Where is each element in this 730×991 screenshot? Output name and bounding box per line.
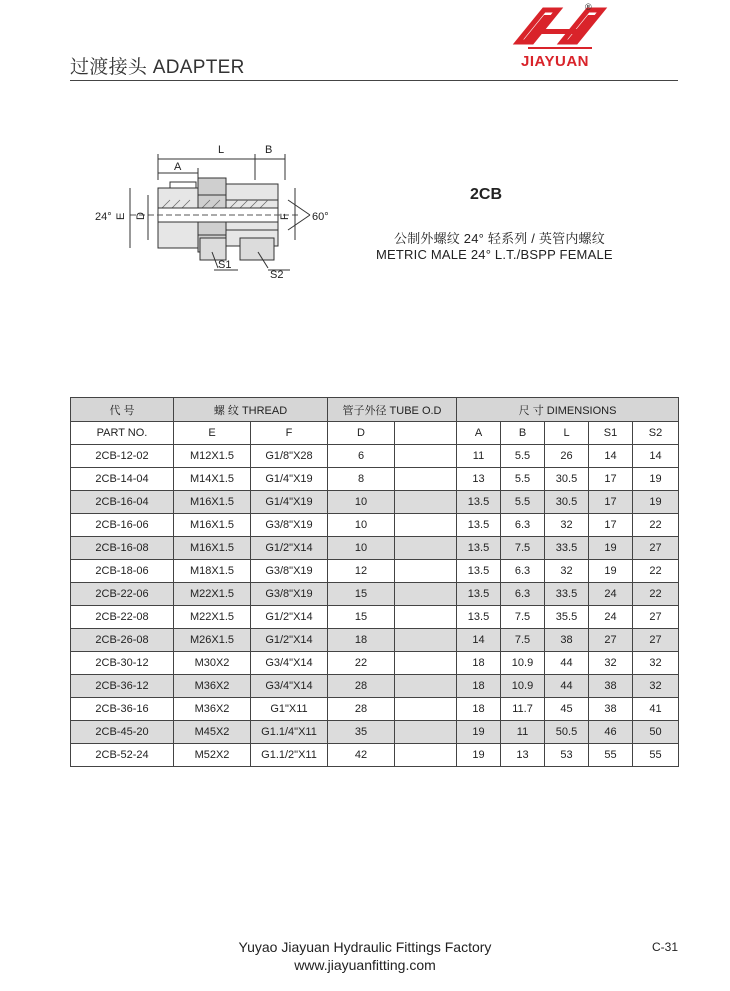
table-cell bbox=[395, 537, 457, 560]
table-cell bbox=[395, 652, 457, 675]
table-cell: 33.5 bbox=[545, 537, 589, 560]
table-cell: 38 bbox=[589, 698, 633, 721]
col-b: B bbox=[501, 422, 545, 445]
table-row bbox=[71, 468, 679, 491]
table-cell: 27 bbox=[633, 606, 679, 629]
table-row bbox=[71, 445, 679, 468]
table-cell: 11 bbox=[457, 445, 501, 468]
col-e: E bbox=[174, 422, 251, 445]
table-cell: 2CB-22-06 bbox=[71, 583, 174, 606]
table-cell: G1/2"X14 bbox=[251, 537, 328, 560]
table-cell: 18 bbox=[457, 675, 501, 698]
table-cell: M36X2 bbox=[174, 698, 251, 721]
table-cell: 2CB-14-04 bbox=[71, 468, 174, 491]
table-cell: 13.5 bbox=[457, 514, 501, 537]
table-cell: 11 bbox=[501, 721, 545, 744]
table-cell: 27 bbox=[633, 537, 679, 560]
dim-label-a: A bbox=[174, 161, 182, 173]
table-cell: 6 bbox=[328, 445, 395, 468]
table-cell: 44 bbox=[545, 675, 589, 698]
table-cell: 50.5 bbox=[545, 721, 589, 744]
dim-label-d: D bbox=[135, 212, 147, 220]
dim-label-f: F bbox=[279, 213, 291, 220]
table-cell: 18 bbox=[328, 629, 395, 652]
dim-label-b: B bbox=[265, 144, 273, 156]
table-cell: 8 bbox=[328, 468, 395, 491]
table-cell: M26X1.5 bbox=[174, 629, 251, 652]
table-cell: 10.9 bbox=[501, 652, 545, 675]
table-cell: 13.5 bbox=[457, 606, 501, 629]
table-cell bbox=[395, 560, 457, 583]
table-cell: 10.9 bbox=[501, 675, 545, 698]
table-cell: 32 bbox=[589, 652, 633, 675]
table-cell: 24 bbox=[589, 583, 633, 606]
table-cell: 27 bbox=[633, 629, 679, 652]
table-cell: 46 bbox=[589, 721, 633, 744]
product-description-cn: 公制外螺纹 24° 轻系列 / 英管内螺纹 bbox=[394, 231, 605, 246]
table-cell bbox=[395, 583, 457, 606]
table-cell: 6.3 bbox=[501, 514, 545, 537]
page-header-title: 过渡接头 ADAPTER bbox=[70, 57, 245, 78]
col-d: D bbox=[328, 422, 395, 445]
table-row bbox=[71, 629, 679, 652]
angle-label-right: 60° bbox=[312, 211, 329, 223]
table-cell: M16X1.5 bbox=[174, 491, 251, 514]
table-row bbox=[71, 560, 679, 583]
table-cell: 33.5 bbox=[545, 583, 589, 606]
table-cell: G1/2"X14 bbox=[251, 629, 328, 652]
table-cell: 10 bbox=[328, 537, 395, 560]
table-cell: M12X1.5 bbox=[174, 445, 251, 468]
group-tube: 管子外径 TUBE O.D bbox=[328, 398, 457, 422]
dim-label-s2: S2 bbox=[270, 269, 284, 280]
table-cell bbox=[395, 468, 457, 491]
footer-company: Yuyao Jiayuan Hydraulic Fittings Factory bbox=[238, 939, 492, 955]
table-cell: 19 bbox=[633, 491, 679, 514]
table-cell: M16X1.5 bbox=[174, 514, 251, 537]
table-cell: G3/8"X19 bbox=[251, 560, 328, 583]
table-cell: G1/4"X19 bbox=[251, 468, 328, 491]
table-cell: 50 bbox=[633, 721, 679, 744]
dim-label-l: L bbox=[218, 144, 225, 156]
col-blank bbox=[395, 422, 457, 445]
table-cell: 12 bbox=[328, 560, 395, 583]
table-cell: 22 bbox=[633, 583, 679, 606]
product-description-en: METRIC MALE 24° L.T./BSPP FEMALE bbox=[376, 247, 613, 262]
table-cell: G3/4"X14 bbox=[251, 652, 328, 675]
table-cell: G1/2"X14 bbox=[251, 606, 328, 629]
table-cell: 19 bbox=[633, 468, 679, 491]
group-dimensions: 尺 寸 DIMENSIONS bbox=[457, 398, 679, 422]
table-cell: G1/4"X19 bbox=[251, 491, 328, 514]
table-cell: 17 bbox=[589, 514, 633, 537]
table-cell: G1"X11 bbox=[251, 698, 328, 721]
table-cell: 35.5 bbox=[545, 606, 589, 629]
table-cell bbox=[395, 606, 457, 629]
product-model: 2CB bbox=[470, 186, 503, 203]
table-cell: M45X2 bbox=[174, 721, 251, 744]
table-cell: 44 bbox=[545, 652, 589, 675]
table-cell: 13 bbox=[501, 744, 545, 767]
group-part-cn: 代 号 bbox=[71, 398, 174, 422]
table-row bbox=[71, 606, 679, 629]
table-cell: G3/4"X14 bbox=[251, 675, 328, 698]
table-cell: 14 bbox=[633, 445, 679, 468]
table-cell: 18 bbox=[457, 652, 501, 675]
table-cell: G1/8"X28 bbox=[251, 445, 328, 468]
table-cell: 7.5 bbox=[501, 537, 545, 560]
table-cell: 2CB-16-08 bbox=[71, 537, 174, 560]
table-cell: 2CB-26-08 bbox=[71, 629, 174, 652]
table-group-header bbox=[71, 398, 679, 422]
col-l: L bbox=[545, 422, 589, 445]
table-cell: 22 bbox=[633, 560, 679, 583]
table-cell: 55 bbox=[633, 744, 679, 767]
table-cell: 2CB-16-06 bbox=[71, 514, 174, 537]
registered-mark: ® bbox=[585, 2, 592, 12]
footer-website: www.jiayuanfitting.com bbox=[294, 957, 436, 973]
table-cell bbox=[395, 514, 457, 537]
table-cell: 2CB-45-20 bbox=[71, 721, 174, 744]
table-cell: 22 bbox=[328, 652, 395, 675]
table-cell: G1.1/4"X11 bbox=[251, 721, 328, 744]
table-cell: 15 bbox=[328, 583, 395, 606]
table-cell: 10 bbox=[328, 514, 395, 537]
table-cell: 13 bbox=[457, 468, 501, 491]
table-cell: 24 bbox=[589, 606, 633, 629]
table-cell: 5.5 bbox=[501, 445, 545, 468]
table-cell: 2CB-12-02 bbox=[71, 445, 174, 468]
header-rule bbox=[70, 80, 678, 81]
dim-label-e: E bbox=[115, 212, 127, 220]
table-cell: 32 bbox=[633, 675, 679, 698]
table-cell: 6.3 bbox=[501, 560, 545, 583]
table-row bbox=[71, 652, 679, 675]
table-row bbox=[71, 491, 679, 514]
table-cell: G3/8"X19 bbox=[251, 514, 328, 537]
table-cell: M30X2 bbox=[174, 652, 251, 675]
table-cell: 10 bbox=[328, 491, 395, 514]
table-cell: 2CB-18-06 bbox=[71, 560, 174, 583]
table-cell: 32 bbox=[545, 514, 589, 537]
table-cell: 2CB-52-24 bbox=[71, 744, 174, 767]
table-row bbox=[71, 675, 679, 698]
table-cell: 38 bbox=[545, 629, 589, 652]
table-cell: 19 bbox=[589, 560, 633, 583]
table-cell: 13.5 bbox=[457, 560, 501, 583]
table-cell: 2CB-22-08 bbox=[71, 606, 174, 629]
table-cell: 13.5 bbox=[457, 537, 501, 560]
col-s1: S1 bbox=[589, 422, 633, 445]
col-f: F bbox=[251, 422, 328, 445]
table-cell: 2CB-36-12 bbox=[71, 675, 174, 698]
group-thread: 螺 纹 THREAD bbox=[174, 398, 328, 422]
table-cell: 42 bbox=[328, 744, 395, 767]
table-cell: G1.1/2"X11 bbox=[251, 744, 328, 767]
spec-table bbox=[70, 397, 679, 767]
col-a: A bbox=[457, 422, 501, 445]
table-cell: M36X2 bbox=[174, 675, 251, 698]
table-cell: 14 bbox=[589, 445, 633, 468]
table-cell: M14X1.5 bbox=[174, 468, 251, 491]
table-cell: 26 bbox=[545, 445, 589, 468]
table-cell bbox=[395, 721, 457, 744]
table-cell: G3/8"X19 bbox=[251, 583, 328, 606]
table-cell: M18X1.5 bbox=[174, 560, 251, 583]
table-cell: M22X1.5 bbox=[174, 583, 251, 606]
table-cell: 15 bbox=[328, 606, 395, 629]
table-cell: 19 bbox=[589, 537, 633, 560]
table-cell: 13.5 bbox=[457, 583, 501, 606]
table-cell: 18 bbox=[457, 698, 501, 721]
table-cell: 19 bbox=[457, 744, 501, 767]
table-cell: 17 bbox=[589, 491, 633, 514]
table-cell: 13.5 bbox=[457, 491, 501, 514]
table-cell: 27 bbox=[589, 629, 633, 652]
col-part-no: PART NO. bbox=[71, 422, 174, 445]
table-cell: 5.5 bbox=[501, 491, 545, 514]
table-cell bbox=[395, 698, 457, 721]
table-row bbox=[71, 514, 679, 537]
table-cell: 32 bbox=[633, 652, 679, 675]
table-cell: M52X2 bbox=[174, 744, 251, 767]
table-row bbox=[71, 698, 679, 721]
table-cell: 7.5 bbox=[501, 606, 545, 629]
col-s2: S2 bbox=[633, 422, 679, 445]
table-cell: 41 bbox=[633, 698, 679, 721]
table-cell bbox=[395, 445, 457, 468]
table-cell: 17 bbox=[589, 468, 633, 491]
table-cell: 11.7 bbox=[501, 698, 545, 721]
table-cell: 2CB-16-04 bbox=[71, 491, 174, 514]
table-cell bbox=[395, 744, 457, 767]
table-cell: 45 bbox=[545, 698, 589, 721]
table-cell: 19 bbox=[457, 721, 501, 744]
table-cell: 28 bbox=[328, 675, 395, 698]
table-cell: 7.5 bbox=[501, 629, 545, 652]
table-cell: 5.5 bbox=[501, 468, 545, 491]
table-row bbox=[71, 537, 679, 560]
table-cell: 6.3 bbox=[501, 583, 545, 606]
table-cell: 28 bbox=[328, 698, 395, 721]
table-cell bbox=[395, 629, 457, 652]
table-cell: 35 bbox=[328, 721, 395, 744]
table-cell bbox=[395, 491, 457, 514]
page-number: C-31 bbox=[652, 940, 679, 954]
table-cell bbox=[395, 675, 457, 698]
table-cell: 38 bbox=[589, 675, 633, 698]
adapter-technical-drawing bbox=[90, 140, 350, 280]
table-cell: M22X1.5 bbox=[174, 606, 251, 629]
table-cell: 30.5 bbox=[545, 468, 589, 491]
table-cell: 53 bbox=[545, 744, 589, 767]
angle-label-left: 24° bbox=[95, 211, 112, 223]
table-cell: 22 bbox=[633, 514, 679, 537]
table-cell: 55 bbox=[589, 744, 633, 767]
table-row bbox=[71, 583, 679, 606]
table-column-header bbox=[71, 422, 679, 445]
table-cell: 2CB-36-16 bbox=[71, 698, 174, 721]
brand-name: JIAYUAN bbox=[521, 53, 589, 70]
table-cell: 2CB-30-12 bbox=[71, 652, 174, 675]
table-cell: 14 bbox=[457, 629, 501, 652]
table-cell: M16X1.5 bbox=[174, 537, 251, 560]
dim-label-s1: S1 bbox=[218, 259, 232, 271]
table-cell: 30.5 bbox=[545, 491, 589, 514]
table-row bbox=[71, 744, 679, 767]
table-row bbox=[71, 721, 679, 744]
table-cell: 32 bbox=[545, 560, 589, 583]
